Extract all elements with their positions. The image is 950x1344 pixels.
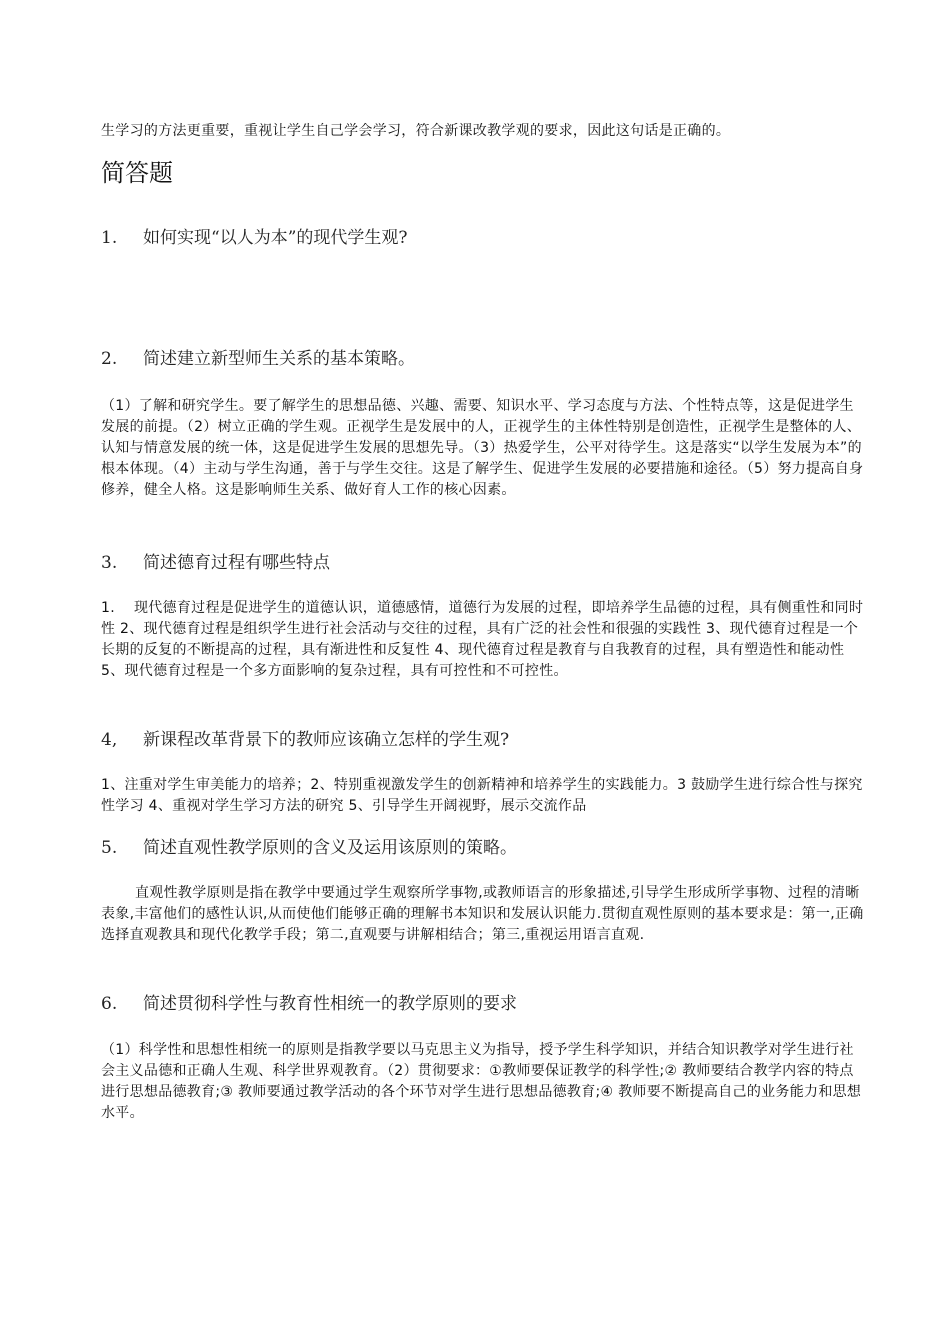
question-3: [101, 551, 866, 575]
answer-3: 1. 现代德育过程是促进学生的道德认识，道德感情，道德行为发展的过程，即培养学生品德的过程，具有侧重性和同时性 2、现代德育过程是组织学生进行社会活动与交往的过程，具有广泛的社会性和很强的实践性 3、现代德育过程是一个长期的反复的不断提高的过程，具有渐进性和反复性 4、现代德育过程是教育与自我教育的过程，具有塑造性和能动性 5、现代德育过程是一个多方面影响的复杂过程，具有可控性和不可控性。: [101, 600, 864, 679]
question-1: [101, 226, 866, 250]
section-title: 简答题: [101, 159, 173, 187]
answer-5: 直观性教学原则是指在教学中要通过学生观察所学事物,或教师语言的形象描述,引导学生形成所学事物、过程的清晰表象,丰富他们的感性认识,从而使他们能够正确的理解书本知识和发展认识能力.贯彻直观性原则的基本要求是：第一,正确选择直观教具和现代化教学手段；第二,直观要与讲解相结合；第三,重视运用语言直观.: [101, 885, 864, 943]
question-number: 2.: [101, 349, 118, 369]
question-text: 简述贯彻科学性与教育性相统一的教学原则的要求: [143, 994, 517, 1014]
question-6: [101, 992, 866, 1016]
answer-4: 1、注重对学生审美能力的培养；2、特别重视激发学生的创新精神和培养学生的实践能力。3 鼓励学生进行综合性与探究性学习 4、重视对学生学习方法的研究 5、引导学生开阔视野，展示交流作品: [101, 777, 863, 814]
question-number: 3.: [101, 553, 118, 573]
question-text: 简述德育过程有哪些特点: [143, 553, 330, 573]
answer-2: （1）了解和研究学生。要了解学生的思想品德、兴趣、需要、知识水平、学习态度与方法、个性特点等，这是促进学生发展的前提。（2）树立正确的学生观。正视学生是发展中的人，正视学生的主体性特别是创造性，正视学生是整体的人、认知与情意发展的统一体，这是促进学生发展的思想先导。（3）热爱学生，公平对待学生。这是落实“以学生发展为本”的根本体现。（4）主动与学生沟通，善于与学生交往。这是了解学生、促进学生发展的必要措施和途径。（5）努力提高自身修养，健全人格。这是影响师生关系、做好育人工作的核心因素。: [101, 398, 864, 498]
question-number: 4,: [101, 730, 118, 750]
intro-paragraph: 生学习的方法更重要，重视让学生自己学会学习，符合新课改教学观的要求，因此这句话是正确的。: [101, 123, 731, 139]
question-number: 5.: [101, 838, 118, 858]
question-4: [101, 728, 866, 752]
answer-6: （1）科学性和思想性相统一的原则是指教学要以马克思主义为指导，授予学生科学知识，并结合知识教学对学生进行社会主义品德和正确人生观、科学世界观教育。（2）贯彻要求：①教师要保证教学的科学性;② 教师要结合教学内容的特点进行思想品德教育;③ 教师要通过教学活动的各个环节对学生进行思想品德教育;④ 教师要不断提高自己的业务能力和思想水平。: [101, 1042, 862, 1121]
question-number: 1.: [101, 228, 118, 248]
question-text: 新课程改革背景下的教师应该确立怎样的学生观?: [143, 730, 510, 750]
question-text: 简述直观性教学原则的含义及运用该原则的策略。: [143, 838, 517, 858]
question-5: [101, 836, 866, 860]
question-text: 如何实现“以人为本”的现代学生观?: [143, 228, 408, 248]
question-number: 6.: [101, 994, 118, 1014]
question-text: 简述建立新型师生关系的基本策略。: [143, 349, 415, 369]
question-2: [101, 347, 866, 371]
